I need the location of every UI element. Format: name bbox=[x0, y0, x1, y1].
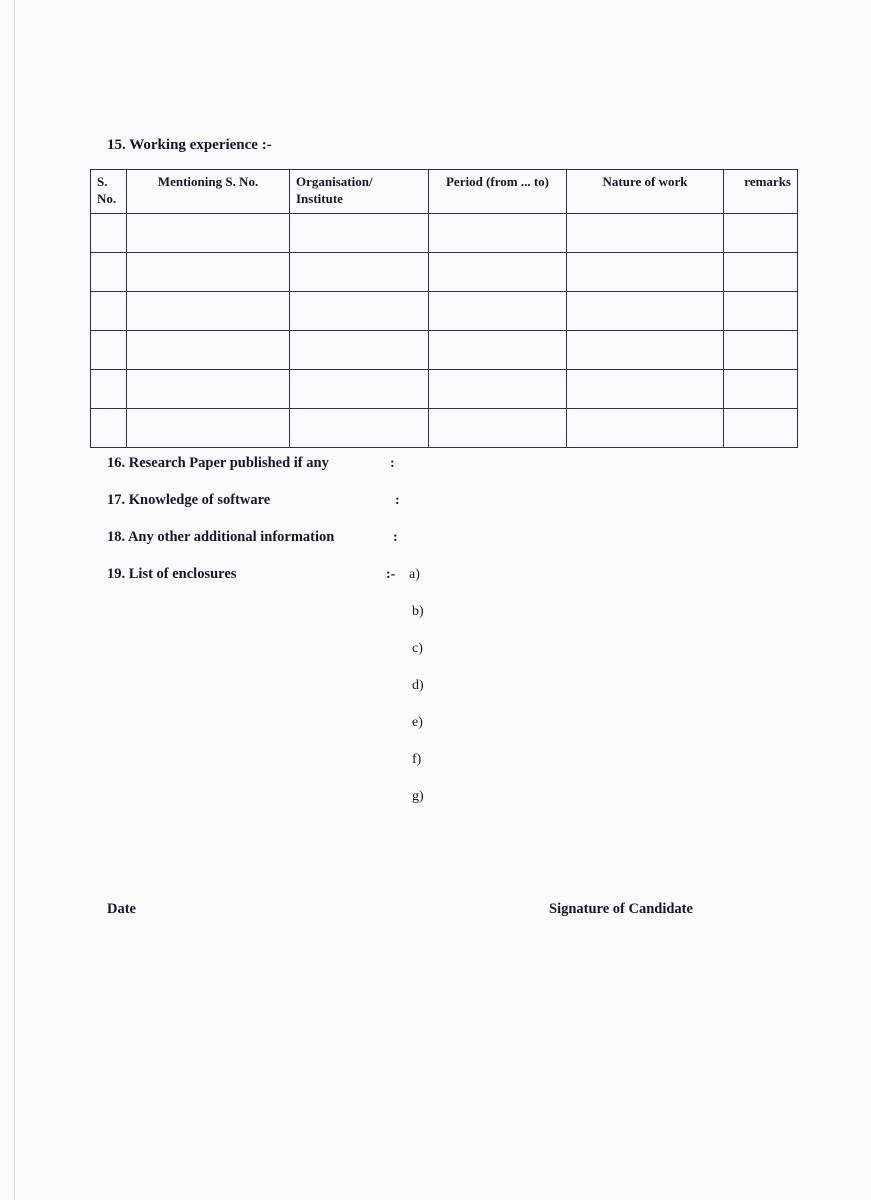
table-cell[interactable] bbox=[567, 292, 724, 331]
table-cell[interactable] bbox=[429, 253, 567, 292]
table-cell[interactable] bbox=[429, 292, 567, 331]
table-cell[interactable] bbox=[429, 214, 567, 253]
field-label: 16. Research Paper published if any bbox=[107, 455, 329, 471]
enclosure-item: g) bbox=[412, 789, 424, 804]
table-row bbox=[91, 292, 798, 331]
paper-edge bbox=[14, 0, 15, 1200]
column-header-sno: S. No. bbox=[91, 170, 127, 214]
table-cell[interactable] bbox=[290, 370, 429, 409]
table-row bbox=[91, 370, 798, 409]
table-cell[interactable] bbox=[567, 214, 724, 253]
table-cell[interactable] bbox=[724, 331, 798, 370]
table-cell[interactable] bbox=[567, 331, 724, 370]
table-cell[interactable] bbox=[290, 331, 429, 370]
table-cell[interactable] bbox=[567, 409, 724, 448]
section-heading-working-experience: 15. Working experience :- bbox=[107, 137, 272, 153]
table-cell[interactable] bbox=[724, 292, 798, 331]
table-cell[interactable] bbox=[429, 409, 567, 448]
table-cell[interactable] bbox=[127, 331, 290, 370]
table-row bbox=[91, 331, 798, 370]
table-cell[interactable] bbox=[91, 253, 127, 292]
field-label: 18. Any other additional information bbox=[107, 529, 335, 545]
table-cell[interactable] bbox=[127, 370, 290, 409]
table-cell[interactable] bbox=[91, 214, 127, 253]
table-cell[interactable] bbox=[724, 370, 798, 409]
table-cell[interactable] bbox=[127, 292, 290, 331]
table-cell[interactable] bbox=[429, 331, 567, 370]
table-cell[interactable] bbox=[127, 253, 290, 292]
field-separator: :- bbox=[386, 567, 396, 582]
table-cell[interactable] bbox=[91, 409, 127, 448]
table-row bbox=[91, 214, 798, 253]
table-cell[interactable] bbox=[290, 253, 429, 292]
table-cell[interactable] bbox=[290, 292, 429, 331]
signature-label: Signature of Candidate bbox=[549, 901, 693, 917]
field-label: 19. List of enclosures bbox=[107, 566, 237, 582]
field-label: 17. Knowledge of software bbox=[107, 492, 271, 508]
table-cell[interactable] bbox=[429, 370, 567, 409]
table-cell[interactable] bbox=[127, 214, 290, 253]
field-separator: : bbox=[395, 493, 400, 508]
working-experience-table bbox=[90, 169, 798, 448]
enclosure-item: c) bbox=[412, 641, 423, 656]
column-header-organisation: Organisation/ Institute bbox=[290, 170, 429, 214]
table-row bbox=[91, 409, 798, 448]
table-cell[interactable] bbox=[567, 253, 724, 292]
table-cell[interactable] bbox=[91, 331, 127, 370]
table-cell[interactable] bbox=[290, 214, 429, 253]
table-cell[interactable] bbox=[724, 409, 798, 448]
column-header-period: Period (from ... to) bbox=[429, 170, 567, 214]
enclosure-item: d) bbox=[412, 678, 424, 693]
enclosure-item: b) bbox=[412, 604, 424, 619]
table-cell[interactable] bbox=[91, 370, 127, 409]
table-cell[interactable] bbox=[567, 370, 724, 409]
table-cell[interactable] bbox=[724, 214, 798, 253]
table-cell[interactable] bbox=[127, 409, 290, 448]
enclosure-item: a) bbox=[409, 567, 420, 582]
date-label: Date bbox=[107, 901, 136, 917]
table-cell[interactable] bbox=[91, 292, 127, 331]
field-separator: : bbox=[393, 530, 398, 545]
table-row bbox=[91, 253, 798, 292]
table-cell[interactable] bbox=[724, 253, 798, 292]
table-header-row bbox=[91, 170, 798, 214]
enclosure-item: f) bbox=[412, 752, 422, 767]
column-header-remarks: remarks bbox=[724, 170, 798, 214]
column-header-mentioning-sno: Mentioning S. No. bbox=[127, 170, 290, 214]
table-cell[interactable] bbox=[290, 409, 429, 448]
column-header-nature-of-work: Nature of work bbox=[567, 170, 724, 214]
enclosure-item: e) bbox=[412, 715, 423, 730]
field-separator: : bbox=[390, 456, 395, 471]
